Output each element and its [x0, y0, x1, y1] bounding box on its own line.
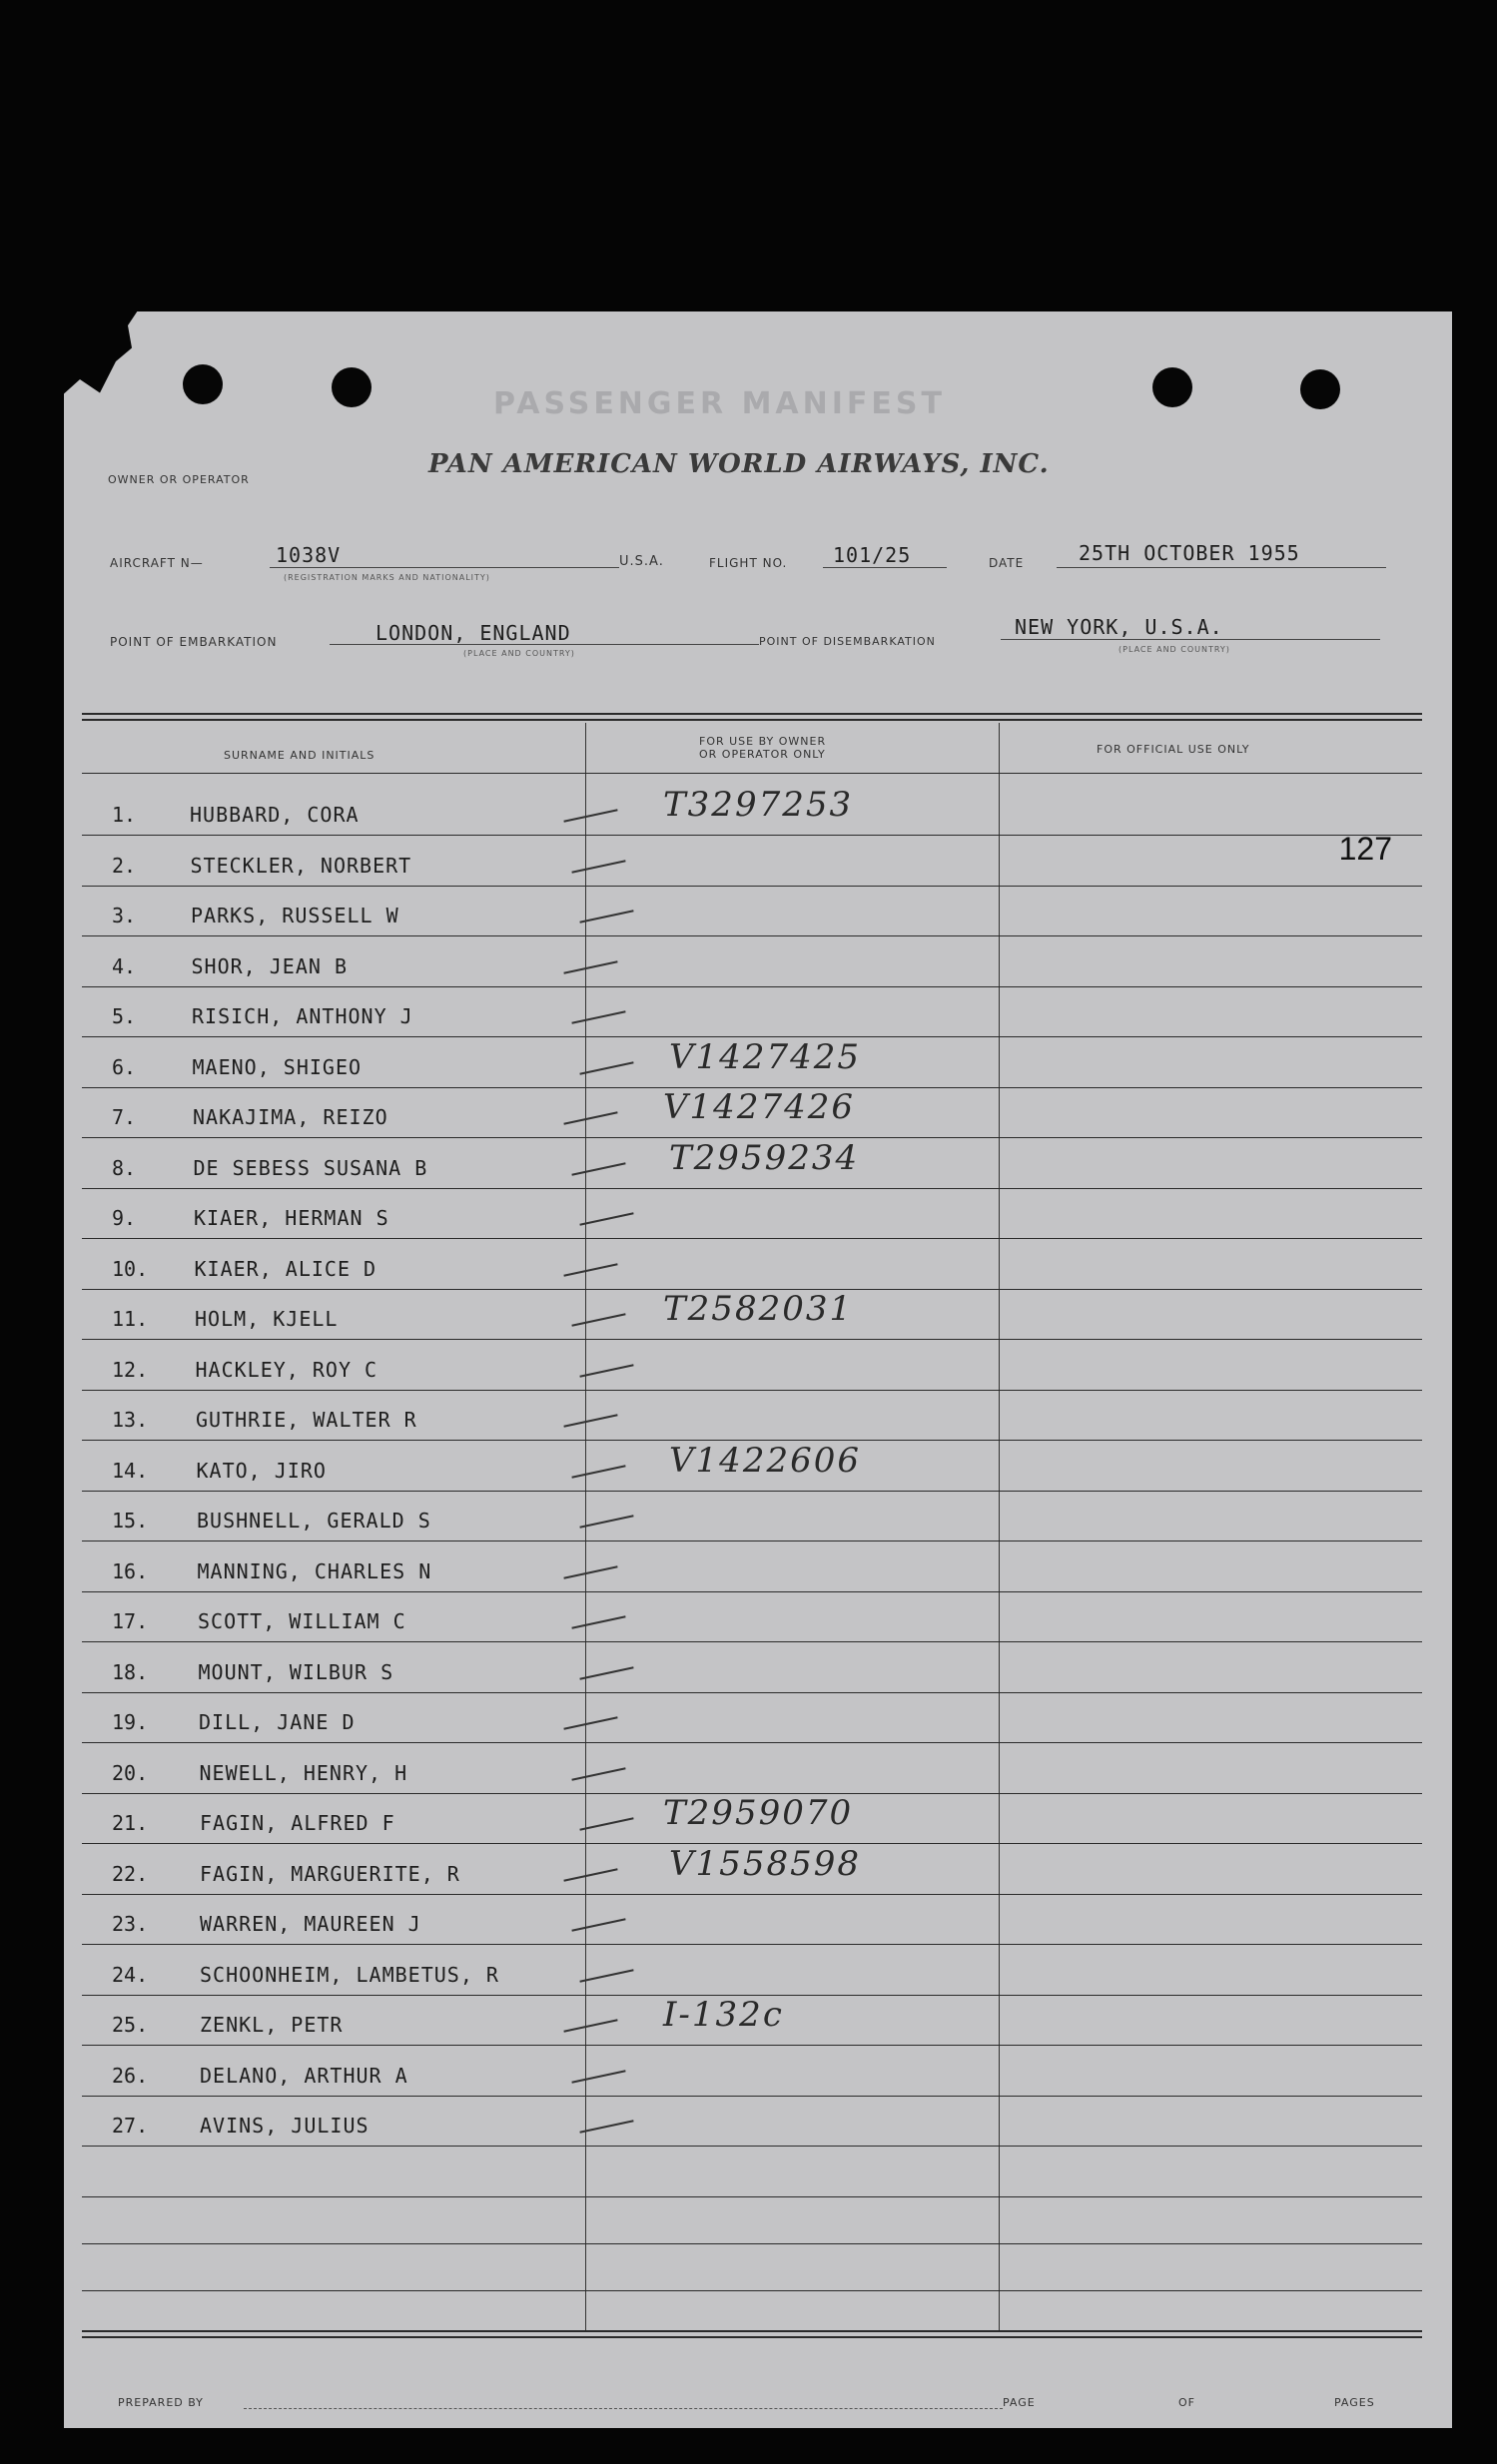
- check-mark: [571, 1918, 625, 1931]
- check-mark: [579, 1061, 633, 1074]
- row-number: 5.: [112, 1004, 137, 1028]
- row-number: 9.: [112, 1206, 137, 1230]
- of-label: OF: [1178, 2396, 1195, 2409]
- passenger-name: GUTHRIE, WALTER R: [196, 1408, 417, 1432]
- check-mark: [563, 1111, 617, 1124]
- table-row: [64, 1253, 1452, 1293]
- passenger-name: RISICH, ANTHONY J: [192, 1004, 413, 1028]
- row-rule: [82, 1238, 1422, 1239]
- passenger-name: HOLM, KJELL: [195, 1307, 339, 1331]
- row-number: 25.: [112, 2013, 149, 2037]
- passenger-name: DILL, JANE D: [199, 1710, 356, 1734]
- row-number: 27.: [112, 2114, 149, 2138]
- prepared-by-line: [244, 2408, 1003, 2409]
- row-number: 4.: [112, 953, 137, 978]
- pages-label: PAGES: [1334, 2396, 1375, 2409]
- check-mark: [579, 1666, 633, 1679]
- passenger-name: MAENO, SHIGEO: [192, 1054, 363, 1079]
- row-number: 17.: [112, 1609, 149, 1633]
- passenger-name: HACKLEY, ROY C: [195, 1357, 378, 1382]
- page-label: PAGE: [1003, 2396, 1036, 2409]
- table-row: [64, 900, 1452, 939]
- table-row: [64, 1354, 1452, 1394]
- table-row: [64, 1137, 1452, 1192]
- check-mark: [563, 1414, 617, 1427]
- manifest-sheet: [64, 311, 1452, 2428]
- passenger-name: ZENKL, PETR: [200, 2013, 344, 2037]
- row-number: 19.: [112, 1710, 149, 1734]
- row-rule: [82, 1540, 1422, 1541]
- check-mark: [571, 1162, 625, 1175]
- check-mark: [571, 860, 625, 873]
- row-rule: [82, 935, 1422, 936]
- check-mark: [571, 1313, 625, 1326]
- col-owner-use-2: OR OPERATOR ONLY: [699, 748, 826, 761]
- row-rule: [82, 1641, 1422, 1642]
- table-row: [64, 1555, 1452, 1595]
- row-number: 13.: [112, 1408, 149, 1432]
- table-row: [64, 1605, 1452, 1645]
- flight-label: FLIGHT NO.: [709, 556, 788, 570]
- row-rule: [82, 1692, 1422, 1693]
- form-title: PASSENGER MANIFEST: [493, 386, 946, 421]
- passenger-name: NEWELL, HENRY, H: [199, 1760, 408, 1785]
- row-rule: [82, 1491, 1422, 1492]
- embark-underline: [330, 644, 759, 645]
- table-row: [64, 1036, 1452, 1091]
- check-mark: [571, 2070, 625, 2083]
- row-number: 23.: [112, 1912, 149, 1936]
- flight-value: 101/25: [833, 543, 912, 567]
- passenger-name: MOUNT, WILBUR S: [198, 1659, 394, 1684]
- passenger-name: SHOR, JEAN B: [191, 953, 348, 978]
- check-mark: [571, 1465, 625, 1478]
- table-row: [64, 1959, 1452, 1999]
- row-number: 21.: [112, 1811, 149, 1835]
- table-bottom-rule-2: [82, 2336, 1422, 2338]
- row-rule: [82, 1188, 1422, 1189]
- row-rule: [82, 1339, 1422, 1340]
- table-row: [64, 1000, 1452, 1040]
- row-rule: [82, 1894, 1422, 1895]
- disembark-value: NEW YORK, U.S.A.: [1015, 615, 1223, 639]
- check-mark: [571, 1010, 625, 1023]
- handwritten-note: I-132c: [663, 1995, 784, 2035]
- passenger-name: FAGIN, MARGUERITE, R: [200, 1861, 460, 1886]
- date-underline: [1057, 567, 1386, 568]
- passenger-name: KIAER, ALICE D: [194, 1256, 377, 1281]
- passenger-name: SCHOONHEIM, LAMBETUS, R: [200, 1962, 499, 1987]
- embark-label: POINT OF EMBARKATION: [110, 635, 278, 649]
- check-mark: [563, 1565, 617, 1578]
- passenger-name: FAGIN, ALFRED F: [200, 1811, 395, 1835]
- handwritten-note: T2959070: [663, 1793, 854, 1833]
- table-row: [64, 850, 1452, 890]
- punch-hole: [183, 364, 223, 404]
- col-surname: SURNAME AND INITIALS: [224, 749, 375, 762]
- col-official: FOR OFFICIAL USE ONLY: [1097, 743, 1250, 756]
- aircraft-value: 1038V: [276, 543, 342, 567]
- handwritten-note: V1558598: [669, 1843, 861, 1884]
- blank-row-rule: [82, 2290, 1422, 2291]
- check-mark: [579, 1364, 633, 1377]
- row-number: 10.: [112, 1256, 149, 1281]
- punch-hole: [1300, 369, 1340, 409]
- check-mark: [579, 1212, 633, 1225]
- handwritten-note: V1422606: [669, 1440, 861, 1481]
- check-mark: [579, 910, 633, 923]
- table-row: [64, 1656, 1452, 1696]
- row-number: 26.: [112, 2063, 149, 2088]
- passenger-name: NAKAJIMA, REIZO: [193, 1105, 388, 1129]
- row-rule: [82, 2096, 1422, 2097]
- row-number: 15.: [112, 1509, 149, 1533]
- row-number: 8.: [112, 1155, 137, 1180]
- passenger-name: DE SEBESS SUSANA B: [193, 1155, 428, 1180]
- date-value: 25TH OCTOBER 1955: [1079, 541, 1300, 565]
- row-number: 2.: [112, 853, 137, 878]
- row-number: 22.: [112, 1861, 149, 1886]
- row-rule: [82, 1944, 1422, 1945]
- table-row: [64, 785, 1452, 839]
- row-number: 24.: [112, 1962, 149, 1987]
- check-mark: [563, 1263, 617, 1276]
- blank-row-rule: [82, 2196, 1422, 2197]
- owner-label: OWNER OR OPERATOR: [108, 473, 250, 486]
- handwritten-note: V1427426: [663, 1087, 855, 1127]
- check-mark: [563, 1868, 617, 1881]
- disembark-label: POINT OF DISEMBARKATION: [759, 635, 936, 648]
- row-rule: [82, 1591, 1422, 1592]
- col-owner-use-1: FOR USE BY OWNER: [699, 735, 827, 748]
- check-mark: [563, 1716, 617, 1729]
- blank-row-rule: [82, 2243, 1422, 2244]
- table-row: [64, 1202, 1452, 1242]
- passenger-name: BUSHNELL, GERALD S: [197, 1509, 431, 1533]
- aircraft-underline: [270, 567, 619, 568]
- check-mark: [579, 1969, 633, 1982]
- row-rule: [82, 835, 1422, 836]
- airline-name: PAN AMERICAN WORLD AIRWAYS, INC.: [428, 449, 1050, 479]
- handwritten-note: T2582031: [663, 1289, 854, 1329]
- row-number: 1.: [112, 803, 137, 827]
- table-row: [64, 1843, 1452, 1898]
- usa-label: U.S.A.: [619, 554, 664, 569]
- aircraft-label: AIRCRAFT N—: [110, 556, 204, 570]
- passenger-name: WARREN, MAUREEN J: [200, 1912, 421, 1936]
- table-row: [64, 1289, 1452, 1343]
- row-number: 18.: [112, 1659, 149, 1684]
- flight-underline: [823, 567, 947, 568]
- header-rule: [82, 773, 1422, 774]
- row-number: 3.: [112, 904, 137, 927]
- row-rule: [82, 886, 1422, 887]
- check-mark: [571, 1615, 625, 1628]
- passenger-name: HUBBARD, CORA: [190, 803, 360, 827]
- row-rule: [82, 986, 1422, 987]
- table-row: [64, 1793, 1452, 1847]
- check-mark: [563, 2019, 617, 2032]
- passenger-name: KATO, JIRO: [196, 1458, 327, 1483]
- table-top-rule: [82, 713, 1422, 715]
- row-rule: [82, 2045, 1422, 2046]
- passenger-name: KIAER, HERMAN S: [194, 1206, 389, 1230]
- table-row: [64, 1757, 1452, 1797]
- official-count: 127: [1338, 831, 1392, 867]
- table-row: [64, 1908, 1452, 1948]
- registration-note: (REGISTRATION MARKS AND NATIONALITY): [284, 573, 490, 582]
- check-mark: [579, 1817, 633, 1830]
- punch-hole: [1152, 367, 1192, 407]
- table-row: [64, 1404, 1452, 1444]
- row-number: 11.: [112, 1307, 149, 1331]
- check-mark: [563, 809, 617, 822]
- prepared-by-label: PREPARED BY: [118, 2396, 204, 2409]
- table-bottom-rule: [82, 2330, 1422, 2332]
- embark-place-note: (PLACE AND COUNTRY): [463, 649, 575, 658]
- check-mark: [563, 960, 617, 973]
- passenger-name: PARKS, RUSSELL W: [191, 904, 399, 927]
- row-number: 7.: [112, 1105, 137, 1129]
- passenger-name: DELANO, ARTHUR A: [200, 2063, 408, 2088]
- row-rule: [82, 1390, 1422, 1391]
- punch-hole: [332, 367, 372, 407]
- disembark-underline: [1001, 639, 1380, 640]
- table-row: [64, 950, 1452, 990]
- table-row: [64, 1505, 1452, 1544]
- row-number: 12.: [112, 1357, 149, 1382]
- passenger-name: AVINS, JULIUS: [200, 2114, 370, 2138]
- row-number: 20.: [112, 1760, 149, 1785]
- torn-corner: [60, 308, 140, 397]
- passenger-name: STECKLER, NORBERT: [190, 853, 412, 878]
- table-row: [64, 1706, 1452, 1746]
- table-top-rule-2: [82, 719, 1422, 721]
- check-mark: [579, 2120, 633, 2133]
- passenger-name: SCOTT, WILLIAM C: [198, 1609, 406, 1633]
- handwritten-note: T3297253: [663, 785, 854, 825]
- passenger-name: MANNING, CHARLES N: [197, 1558, 432, 1583]
- handwritten-note: T2959234: [669, 1137, 860, 1178]
- row-number: 14.: [112, 1458, 149, 1483]
- table-row: [64, 1087, 1452, 1141]
- table-row: [64, 1995, 1452, 2049]
- table-row: [64, 2110, 1452, 2150]
- check-mark: [571, 1767, 625, 1780]
- date-label: DATE: [989, 556, 1025, 570]
- row-number: 16.: [112, 1558, 149, 1583]
- embark-value: LONDON, ENGLAND: [375, 621, 571, 645]
- row-number: 6.: [112, 1054, 137, 1079]
- table-row: [64, 1440, 1452, 1495]
- table-row: [64, 2060, 1452, 2100]
- check-mark: [579, 1515, 633, 1528]
- handwritten-note: V1427425: [669, 1036, 861, 1077]
- row-rule: [82, 1742, 1422, 1743]
- disembark-place-note: (PLACE AND COUNTRY): [1119, 645, 1230, 654]
- row-rule: [82, 2146, 1422, 2147]
